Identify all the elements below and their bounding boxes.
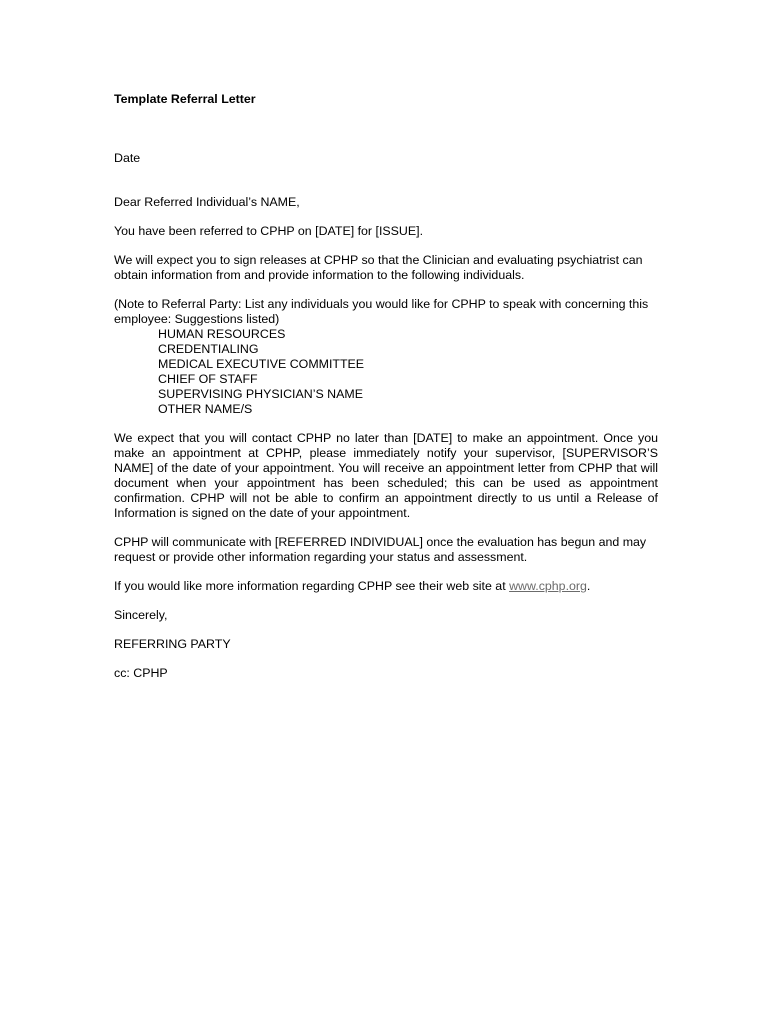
cc-line: cc: CPHP [114,666,168,680]
releases-paragraph: We will expect you to sign releases at CPHP so that the Clinician and evaluating psychiatrist can obtain information from and provide information to the following individuals. [114,253,643,282]
letter-title: Template Referral Letter [114,92,256,106]
referral-line: You have been referred to CPHP on [DATE] for [ISSUE]. [114,224,424,238]
info-paragraph [114,579,658,594]
cphp-website-link[interactable]: www.cphp.org [509,579,587,593]
list-item: HUMAN RESOURCES [158,327,286,341]
appointment-paragraph: We expect that you will contact CPHP no later than [DATE] to make an appointment. Once you make an appointment at CPHP, please immediately notify your supervisor, [SUPERVISOR’S NAME] of the date of your appointment. You will receive an appointment letter from CPHP that will document when your appointment has been scheduled; this can be used as appointment confirmation. CPHP will not be able to confirm an appointment directly to us until a Release of Information is signed on the date of your appointment. [114,431,658,520]
salutation: Dear Referred Individual’s NAME, [114,195,300,209]
note-line-1: (Note to Referral Party: List any individuals you would like for CPHP to speak with concerning this [114,297,649,311]
list-item: MEDICAL EXECUTIVE COMMITTEE [158,357,365,371]
signature: REFERRING PARTY [114,637,231,651]
list-item: CREDENTIALING [158,342,259,356]
letter-date: Date [114,151,141,165]
info-text: If you would like more information regarding CPHP see their web site at [114,579,510,593]
communicate-paragraph: CPHP will communicate with [REFERRED INDIVIDUAL] once the evaluation has begun and may request or provide other information regarding your status and assessment. [114,535,647,564]
suggestions-list [114,327,658,417]
list-item: OTHER NAME/S [158,402,253,416]
note-line-2: employee: Suggestions listed) [114,312,280,326]
referral-letter [114,92,658,681]
list-item: CHIEF OF STAFF [158,372,258,386]
note-to-referral-party [114,297,658,417]
closing: Sincerely, [114,608,168,622]
list-item: SUPERVISING PHYSICIAN’S NAME [158,387,363,401]
info-suffix: . [586,579,591,593]
